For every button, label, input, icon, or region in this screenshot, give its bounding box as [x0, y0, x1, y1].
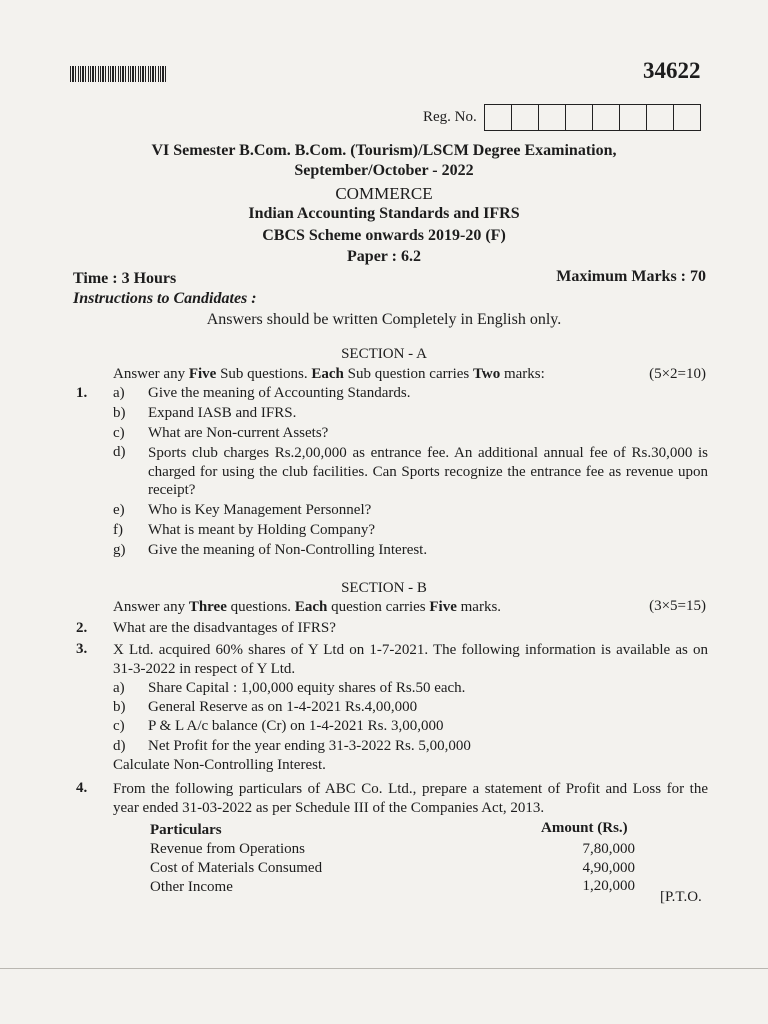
instructions-heading: Instructions to Candidates : [73, 290, 257, 307]
reg-no-boxes [484, 104, 701, 131]
exam-title: VI Semester B.Com. B.Com. (Tourism)/LSCM Degree Examination, [151, 142, 617, 159]
reg-no-field [423, 104, 701, 131]
section-a-title: SECTION - A [341, 346, 427, 362]
question-number: 3. [76, 641, 88, 657]
section-b-instruction: Answer any Three questions. Each question carries Five marks. [113, 599, 502, 615]
table-row-particular: Other Income [150, 879, 233, 895]
barcode [70, 66, 168, 82]
item-label: b) [113, 699, 126, 715]
question-number: 1. [76, 385, 88, 401]
question-text: What are the disadvantages of IFRS? [113, 620, 336, 636]
item-text: Expand IASB and IFRS. [148, 405, 297, 421]
section-a-instruction: Answer any Five Sub questions. Each Sub question carries Two marks: [113, 366, 545, 382]
reg-no-box [512, 105, 539, 130]
table-header-amount: Amount (Rs.) [541, 820, 628, 836]
time-label: Time : 3 Hours [73, 270, 177, 287]
pto-label: [P.T.O. [660, 889, 702, 905]
item-label: c) [113, 425, 125, 441]
reg-no-box [539, 105, 566, 130]
section-b-title: SECTION - B [341, 580, 427, 596]
table-row-particular: Revenue from Operations [150, 841, 305, 857]
item-label: f) [113, 522, 123, 538]
item-text: Share Capital : 1,00,000 equity shares of Rs.50 each. [148, 680, 466, 696]
item-label: a) [113, 385, 125, 401]
item-text: Net Profit for the year ending 31-3-2022 Rs. 5,00,000 [148, 738, 471, 754]
item-label: c) [113, 718, 125, 734]
item-text: P & L A/c balance (Cr) on 1-4-2021 Rs. 3,00,000 [148, 718, 444, 734]
table-row-particular: Cost of Materials Consumed [150, 860, 323, 876]
max-marks-label: Maximum Marks : 70 [556, 268, 706, 285]
reg-no-box [485, 105, 512, 130]
item-label: b) [113, 405, 126, 421]
reg-no-box [620, 105, 647, 130]
reg-no-box [674, 105, 700, 130]
item-label: g) [113, 542, 126, 558]
question-text: X Ltd. acquired 60% shares of Y Ltd on 1-7-2021. The following information is available as on 31-3-2022 in respect of Y Ltd. [113, 642, 708, 677]
item-text: Sports club charges Rs.2,00,000 as entrance fee. An additional annual fee of Rs.30,000 is charged for using the club facilities. Can Sports recognize the entrance fee as revenue upon receipt? [148, 445, 708, 498]
question-number: 4. [76, 780, 88, 796]
reg-no-box [647, 105, 674, 130]
course-title: Indian Accounting Standards and IFRS [248, 205, 520, 222]
question-number: 2. [76, 620, 88, 636]
subject-title: COMMERCE [335, 184, 433, 203]
reg-no-box [566, 105, 593, 130]
paper-number: Paper : 6.2 [347, 248, 421, 265]
question-text: From the following particulars of ABC Co. Ltd., prepare a statement of Profit and Loss for the year ended 31-03-2022 as per Schedule III of the Companies Act, 2013. [113, 781, 708, 816]
item-text: Give the meaning of Non-Controlling Interest. [148, 542, 428, 558]
scheme-title: CBCS Scheme onwards 2019-20 (F) [262, 227, 506, 244]
item-label: d) [113, 444, 126, 460]
section-b-marks: (3×5=15) [649, 598, 706, 614]
question-closing: Calculate Non-Controlling Interest. [113, 757, 326, 773]
item-text: What are Non-current Assets? [148, 425, 329, 441]
table-header-particulars: Particulars [150, 822, 222, 838]
reg-no-box [593, 105, 620, 130]
exam-session: September/October - 2022 [294, 162, 474, 179]
item-text: Give the meaning of Accounting Standards. [148, 385, 411, 401]
item-text: General Reserve as on 1-4-2021 Rs.4,00,000 [148, 699, 418, 715]
instructions-text: Answers should be written Completely in English only. [206, 311, 562, 328]
paper-code: 34622 [643, 58, 701, 83]
table-row-amount: 1,20,000 [582, 878, 635, 894]
item-label: e) [113, 502, 125, 518]
reg-no-label: Reg. No. [423, 109, 477, 125]
section-a-marks: (5×2=10) [649, 366, 706, 382]
table-row-amount: 4,90,000 [582, 860, 635, 876]
item-label: a) [113, 680, 125, 696]
item-text: Who is Key Management Personnel? [148, 502, 372, 518]
table-row-amount: 7,80,000 [582, 841, 635, 857]
page-edge [0, 968, 768, 969]
item-text: What is meant by Holding Company? [148, 522, 376, 538]
item-label: d) [113, 738, 126, 754]
